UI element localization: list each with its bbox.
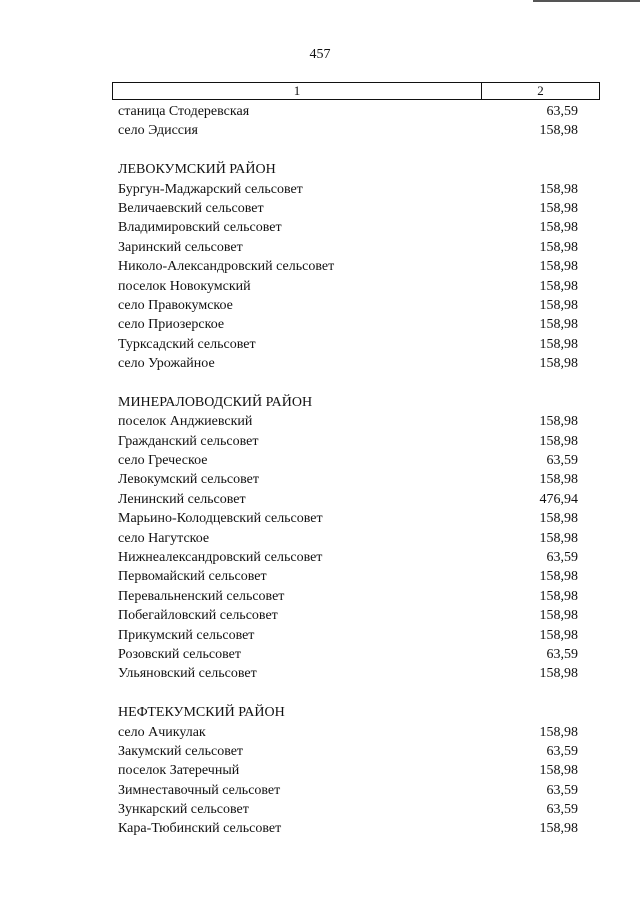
table-row (118, 257, 578, 276)
settlement-value: 63,59 (546, 646, 578, 662)
table-row (118, 470, 578, 489)
table-row (118, 819, 578, 838)
settlement-name: Марьино-Колодцевский сельсовет (118, 511, 323, 527)
settlement-name: село Приозерское (118, 317, 225, 333)
table-row (118, 567, 578, 586)
settlement-value: 158,98 (539, 627, 578, 643)
settlement-name: Заринский сельсовет (118, 239, 243, 255)
settlement-name: Турксадский сельсовет (118, 336, 256, 352)
settlement-name: Кара-Тюбинский сельсовет (118, 821, 282, 837)
settlement-value: 158,98 (539, 259, 578, 275)
settlement-value: 158,98 (539, 763, 578, 779)
settlement-name: Бургун-Маджарский сельсовет (118, 181, 303, 197)
table-row (118, 432, 578, 451)
table-row (118, 238, 578, 257)
settlement-name: село Правокумское (118, 297, 233, 313)
settlement-value: 158,98 (539, 569, 578, 585)
section-spacer (118, 684, 578, 703)
table-row (118, 800, 578, 819)
settlement-value: 158,98 (539, 666, 578, 682)
settlement-name: село Урожайное (118, 356, 215, 372)
table-row (118, 723, 578, 742)
settlement-name: поселок Новокумский (118, 278, 251, 294)
table-row (118, 645, 578, 664)
settlement-value: 158,98 (539, 821, 578, 837)
settlement-name: Перевальненский сельсовет (118, 588, 285, 604)
settlement-name: Побегайловский сельсовет (118, 608, 278, 624)
table-row (118, 315, 578, 334)
settlement-value: 158,98 (539, 724, 578, 740)
settlement-value: 476,94 (539, 491, 578, 507)
table-row (118, 451, 578, 470)
settlement-value: 158,98 (539, 433, 578, 449)
settlement-name: Зункарский сельсовет (118, 802, 249, 818)
settlement-value: 158,98 (539, 239, 578, 255)
section-title: ЛЕВОКУМСКИЙ РАЙОН (118, 162, 276, 178)
settlement-name: Гражданский сельсовет (118, 433, 259, 449)
settlement-value: 63,59 (546, 743, 578, 759)
page-number: 457 (309, 47, 331, 62)
settlement-name: Левокумский сельсовет (118, 472, 259, 488)
table-row (118, 664, 578, 683)
section-title: МИНЕРАЛОВОДСКИЙ РАЙОН (118, 394, 313, 410)
table-header (112, 82, 600, 100)
settlement-value: 158,98 (539, 297, 578, 313)
settlement-name: Зимнеставочный сельсовет (118, 782, 281, 798)
settlement-value: 158,98 (539, 414, 578, 430)
table-row (118, 509, 578, 528)
settlement-name: поселок Анджиевский (118, 414, 253, 430)
table-row (118, 490, 578, 509)
table-row (118, 781, 578, 800)
section-title: НЕФТЕКУМСКИЙ РАЙОН (118, 705, 285, 721)
settlement-name: Ленинский сельсовет (118, 491, 246, 507)
settlement-value: 158,98 (539, 511, 578, 527)
settlement-name: поселок Затеречный (118, 763, 240, 779)
table-row (118, 761, 578, 780)
table-row (118, 277, 578, 296)
settlement-name: село Ачикулак (118, 724, 206, 740)
settlement-value: 158,98 (539, 472, 578, 488)
settlement-name: Первомайский сельсовет (118, 569, 267, 585)
table-row (118, 121, 578, 140)
settlement-name: село Нагутское (118, 530, 210, 546)
settlement-name: село Греческое (118, 453, 208, 469)
settlement-value: 63,59 (546, 104, 578, 119)
table-row (118, 199, 578, 218)
settlement-value: 63,59 (546, 549, 578, 565)
settlement-name: Нижнеалександровский сельсовет (118, 549, 323, 565)
settlement-value: 158,98 (539, 588, 578, 604)
settlement-name: Закумский сельсовет (118, 743, 244, 759)
table-row (118, 626, 578, 645)
table-row (118, 548, 578, 567)
settlement-value: 158,98 (539, 181, 578, 197)
settlement-name: село Эдиссия (118, 123, 198, 139)
table-body (118, 102, 578, 839)
settlement-value: 158,98 (539, 356, 578, 372)
settlement-name: Ульяновский сельсовет (118, 666, 257, 682)
header-col-1: 1 (113, 83, 482, 99)
settlement-value: 158,98 (539, 530, 578, 546)
settlement-name: Величаевский сельсовет (118, 200, 264, 216)
header-col-2: 2 (537, 83, 544, 98)
section-spacer (118, 141, 578, 160)
section-spacer (118, 373, 578, 392)
settlement-name: Владимировский сельсовет (118, 220, 282, 236)
settlement-value: 158,98 (539, 220, 578, 236)
table-row (118, 335, 578, 354)
corner-rule (533, 0, 640, 2)
settlement-value: 158,98 (539, 278, 578, 294)
table-row (118, 529, 578, 548)
table-row (118, 742, 578, 761)
settlement-name: Николо-Александровский сельсовет (118, 259, 335, 275)
table-row (118, 102, 578, 121)
settlement-value: 63,59 (546, 453, 578, 469)
table-row (118, 587, 578, 606)
settlement-value: 63,59 (546, 802, 578, 818)
table-row (118, 296, 578, 315)
table-row (118, 412, 578, 431)
table-row (118, 180, 578, 199)
settlement-value: 158,98 (539, 608, 578, 624)
settlement-value: 158,98 (539, 336, 578, 352)
settlement-value: 158,98 (539, 123, 578, 139)
table-row (118, 354, 578, 373)
settlement-name: станица Стодеревская (118, 104, 250, 119)
table-row (118, 218, 578, 237)
settlement-value: 63,59 (546, 782, 578, 798)
settlement-name: Розовский сельсовет (118, 646, 241, 662)
settlement-name: Прикумский сельсовет (118, 627, 255, 643)
settlement-value: 158,98 (539, 200, 578, 216)
table-row (118, 606, 578, 625)
settlement-value: 158,98 (539, 317, 578, 333)
